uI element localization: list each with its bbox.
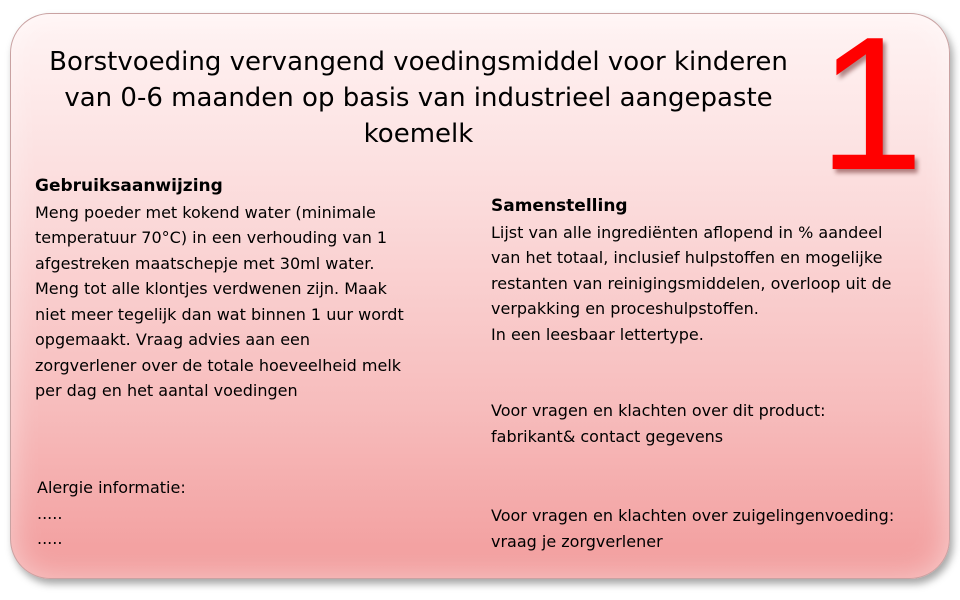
title-line: Borstvoeding vervangend voedingsmiddel voor kinderen: [49, 47, 788, 77]
product-questions-line: fabrikant& contact gegevens: [491, 426, 724, 446]
allergy-label: Alergie informatie:: [37, 478, 186, 497]
title-line: koemelk: [363, 119, 474, 149]
usage-line: niet meer tegelijk dan wat binnen 1 uur wordt: [35, 304, 404, 324]
title-line: van 0-6 maanden op basis van industrieel aangepaste: [64, 83, 773, 113]
composition-section: [491, 194, 936, 347]
composition-line: verpakking en proceshulpstoffen.: [491, 299, 759, 318]
usage-line: opgemaakt. Vraag advies aan een: [35, 330, 311, 349]
product-questions-line: Voor vragen en klachten over dit product:: [491, 401, 826, 420]
usage-line: Meng tot alle klontjes verdwenen zijn. Maak: [35, 279, 387, 298]
composition-line: van het totaal, inclusief hulpstoffen en mogelijke: [491, 248, 883, 267]
composition-heading: Samenstelling: [491, 196, 628, 216]
infant-food-questions-line: Voor vragen en klachten over zuigelingenvoeding:: [491, 506, 895, 525]
usage-line: temperatuur 70°C) in een verhouding van 1: [35, 228, 388, 247]
usage-line: Meng poeder met kokend water (minimale: [35, 202, 376, 222]
allergy-line: .....: [37, 503, 63, 523]
allergy-section: [37, 475, 337, 552]
composition-line: Lijst van alle ingrediënten aflopend in % aandeel: [491, 222, 883, 242]
infant-food-questions-line: vraag je zorgverlener: [491, 531, 663, 551]
usage-line: zorgverlener over de totale hoeveelheid melk: [35, 355, 402, 375]
product-title: [31, 44, 806, 152]
label-card: [10, 0, 950, 579]
allergy-line: .....: [37, 529, 63, 548]
product-questions-section: [491, 398, 936, 449]
usage-line: per dag en het aantal voedingen: [35, 381, 298, 400]
usage-line: afgestreken maatschepje met 30ml water.: [35, 253, 375, 273]
usage-heading: Gebruiksaanwijzing: [35, 176, 223, 196]
infant-food-questions-section: [491, 503, 936, 554]
composition-line: restanten van reinigingsmiddelen, overloop uit de: [491, 273, 892, 293]
composition-line: In een leesbaar lettertype.: [491, 324, 704, 344]
stage-number: 1: [818, 0, 924, 210]
usage-section: [35, 174, 465, 404]
